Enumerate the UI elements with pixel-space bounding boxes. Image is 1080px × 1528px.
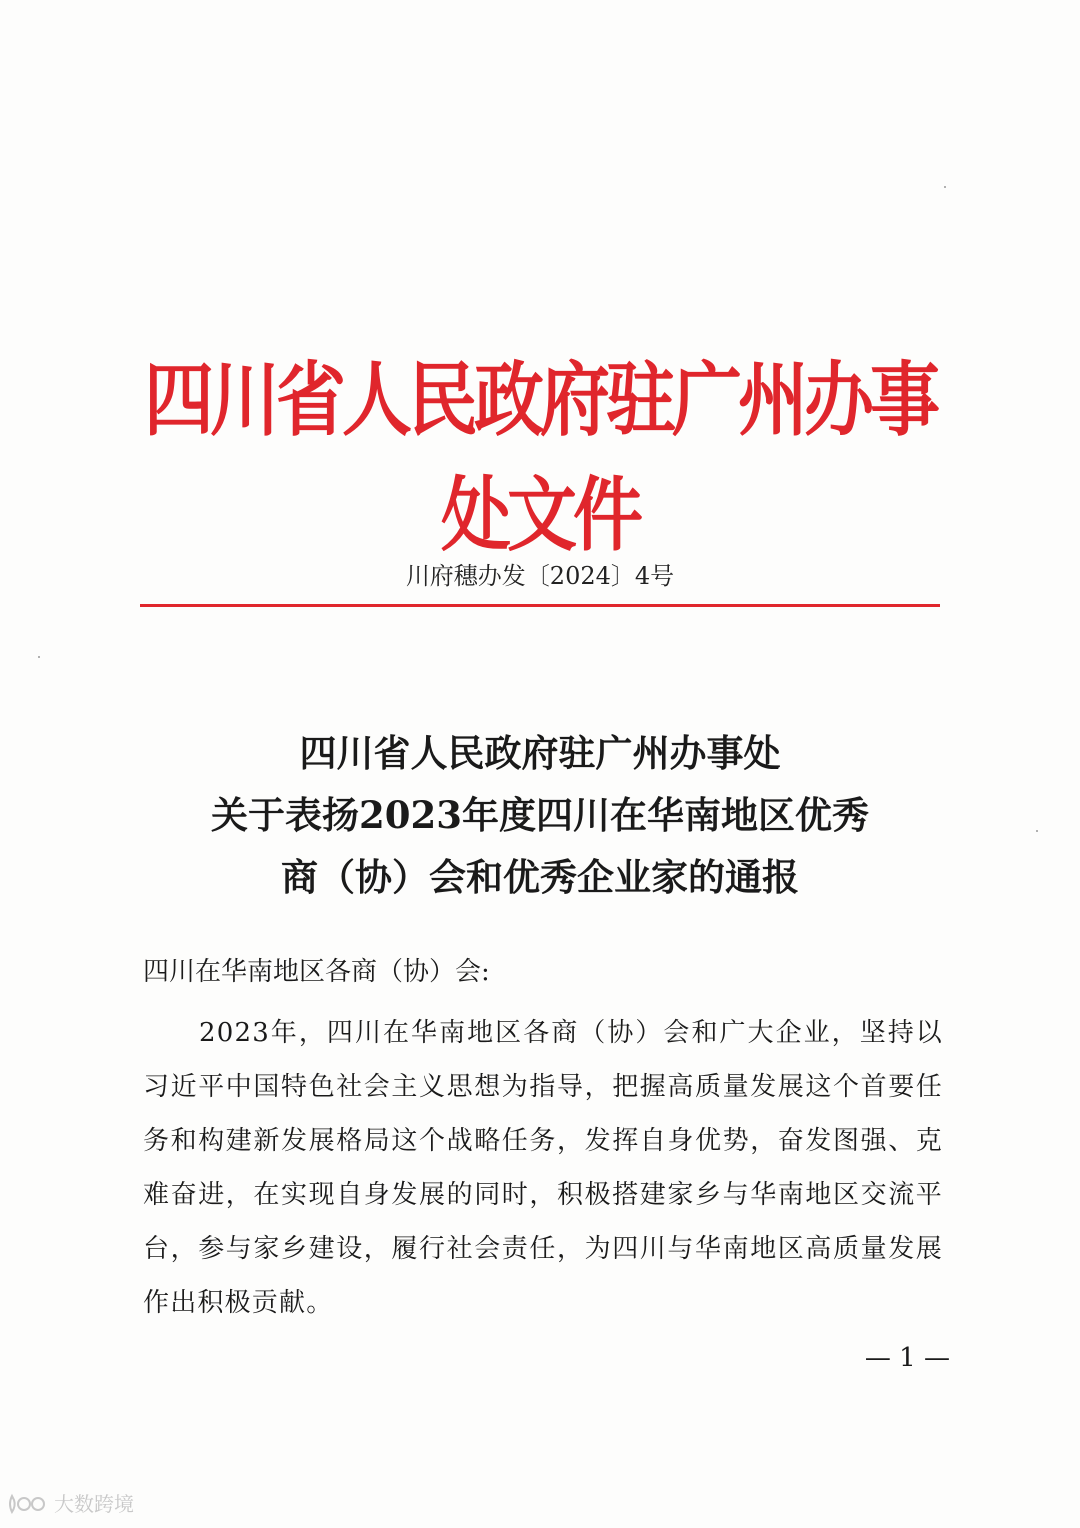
- document-number: 川府穗办发〔2024〕4号: [405, 562, 675, 590]
- watermark-text: 大数跨境: [54, 1492, 134, 1516]
- title-line-1: 四川省人民政府驻广州办事处: [299, 731, 781, 775]
- document-masthead: 四川省人民政府驻广州办事处文件: [144, 353, 936, 563]
- red-separator-line: [140, 604, 940, 607]
- watermark: [6, 1490, 134, 1518]
- watermark-logo-icon: [6, 1492, 50, 1516]
- scan-speck: [38, 656, 40, 658]
- scan-speck: [1036, 830, 1038, 832]
- scan-speck: [944, 186, 946, 188]
- body-paragraph: 2023年，四川在华南地区各商（协）会和广大企业，坚持以习近平中国特色社会主义思想为指导，把握高质量发展这个首要任务和构建新发展格局这个战略任务，发挥自身优势，奋发图强、克难奋进，在实现自身发展的同时，积极搭建家乡与华南地区交流平台，参与家乡建设，履行社会责任，为四川与华南地区高质量发展作出积极贡献。: [143, 1018, 943, 1318]
- salutation: 四川在华南地区各商（协）会:: [143, 957, 490, 987]
- page-number: — 1 —: [864, 1343, 950, 1373]
- title-line-3: 商（协）会和优秀企业家的通报: [281, 855, 799, 899]
- document-title: [140, 722, 940, 908]
- title-line-2: 关于表扬2023年度四川在华南地区优秀: [211, 793, 869, 837]
